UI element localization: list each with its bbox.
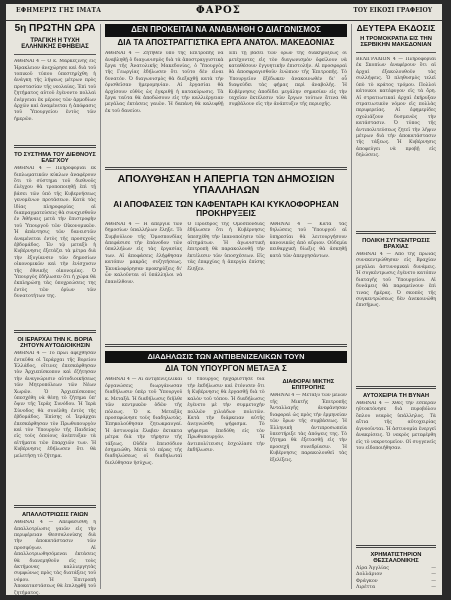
article-text: ΑΘΗΝΑΙ 4 — Τὸ πρωὶ ἀφίχθησαν ἐνταῦθα οἱ Ἱεράρχαι τῆς Βορείου Ἑλλάδος, οἵτινες ἐπεσκέφθησαν τὸν Ἀρχιεπίσκοπον καὶ ἐζήτησαν τὴν ἀναγνώρισιν αὐτοδιοικήσεως τῶν Μητροπόλεων τῶν Νέων Χωρῶν. Ὁ Ἀρχιεπίσκοπος ὑπεσχέθη νὰ θέσῃ τὸ ζήτημα ὑπ' ὄψιν τῆς Ἱερᾶς Συνόδου. Ἡ Ἱερὰ Σύνοδος θὰ συνέλθῃ ἐντὸς τῆς ἑβδομάδος. Ἐπίσης οἱ Ἱεράρχαι ἐπεσκέφθησαν τὸν Πρωθυπουργὸν καὶ τὸν Ὑπουργὸν τῆς Παιδείας εἰς τοὺς ὁποίους ἀνέπτυξαν τὰ αἰτήματα τῶν ἐπαρχιῶν των. Ἡ Κυβέρνησις ἐδήλωσεν ὅτι θὰ μελετήσῃ τὸ ζήτημα. — [14, 351, 96, 459]
column-rule — [351, 24, 352, 589]
center-bottom-articles — [105, 377, 347, 583]
article-text: ΑΘΗΝΑΙ 4 — Ἡ ἀπεργία τῶν δημοσίων ὑπαλλήλων ἔληξε. Τὸ Συμβούλιον τῆς Ὁμοσπονδίας ἀπεφάσισε τὴν ἐπάνοδον τῶν ὑπαλλήλων εἰς τὰς ἐργασίας των. Αἱ ἀποφάσεις ἐλήφθησαν κατόπιν μακρᾶς συζητήσεως. Ἐκυκλοφόρησαν προκηρύξεις δι' ὧν καλοῦνται οἱ ὑπάλληλοι νὰ ἐπανέλθουν. — [105, 221, 183, 285]
col3-headline: ΔΕΥΤΕΡΑ ΕΚΔΟΣΙΣ — [356, 23, 436, 33]
article-text: ΒΕΛΙΓΡΑΔΙΟΝ 4 — Πληροφορίαι ἐκ Σκοπίων ἀναφέρουν ὅτι αἱ ἀρχαὶ ἐξακολουθοῦν τὰς συλλήψεις. Ὁ πληθυσμὸς τελεῖ ὑπὸ τὸ κράτος τρόμου. Πολλοὶ κάτοικοι κατέφυγον εἰς τὰ ὄρη. Αἱ στρατιωτικαὶ ἀρχαὶ ἐκήρυξαν στρατιωτικὸν νόμον εἰς πολλὰς περιφερείας. Αἱ ἐφημερίδες σχολιάζουν δυσμενῶς τὴν κατάστασιν. Ὁ τύπος τῆς ἀντιπολιτεύσεως ζητεῖ τὴν λῆψιν μέτρων διὰ τὴν ἀποκατάστασιν τῆς τάξεως. Ἡ Κυβέρνησις ἀποφεύγει νὰ προβῇ εἰς δηλώσεις. — [356, 57, 436, 159]
market-row: Φράγκον — — [356, 578, 436, 584]
center-top-articles — [105, 51, 347, 163]
masthead-right: ΤΟΥ ΕΙΚΟΣΙ ΓΡΑΦΕΙΟΥ — [353, 7, 432, 14]
market-row: Δολλάριον — — [356, 572, 436, 578]
newspaper-page — [6, 4, 442, 595]
masthead-left: ΕΦΗΜΕΡΙΣ ΓΗΣ ΙΜΑΤΑ — [16, 7, 102, 14]
market-row: Λίρα Ἀγγλίας — — [356, 566, 436, 572]
col3-section4-headline: ΧΡΗΜΑΤΙΣΤΗΡΙΟΝ ΘΕΣΣΑΛΟΝΙΚΗΣ — [370, 552, 422, 565]
article-text: ΑΘΗΝΑΙ 4 — Αἱ ἀντιβενιζελικαὶ ὀργανώσεις διωργάνωσαν διαδήλωσιν ὑπὲρ τοῦ Ὑπουργοῦ κ. Μεταξᾶ. Ἡ διαδήλωσις διῆλθε τῶν κεντρικῶν ὁδῶν τῆς πόλεως. Ὁ κ. Μεταξᾶς προσεφώνησε τοὺς διαδηλωτάς. Ἐπηκολούθησαν ζητωκραυγαί. Ἡ ἀστυνομία ἔλαβεν ἐκτακτα μέτρα διὰ τὴν τήρησιν τῆς τάξεως. Οὐδὲν ἐπεισόδιον ἐσημειώθη. Μετὰ τὸ πέρας τῆς διαδηλώσεως οἱ διαδηλωταὶ διελύθησαν ἡσύχως. — [105, 377, 183, 466]
right-column — [356, 24, 436, 592]
article-text: ΑΘΗΝΑΙ 4 — Χθὲς τὴν ἑσπέραν ηὐτοκτόνησε διὰ πυροβόλου ὅπλου νεαρὸς ὑπάλληλος. Τὰ αἴτια τῆς αὐτοχειρίας ἀγνοοῦνται. Ἡ ἀστυνομία ἐνεργεῖ ἀνακρίσεις. Ὁ νεκρὸς μετεφέρθη εἰς τὸ νεκροτομεῖον. Οἱ συγγενεῖς του εἰδοποιήθησαν. — [356, 401, 436, 451]
article-text: Ὁ Ὑπουργὸς ηὐχαρίστησε διὰ τὴν ἐκδήλωσιν καὶ ἐτόνισεν ὅτι ἡ Κυβέρνησις θὰ ἐργασθῇ διὰ τὸ καλὸν τοῦ τόπου. Ἡ διαδήλωσις ἐγένετο μὲ τὴν συμμετοχὴν πολλῶν χιλιάδων πολιτῶν. Κατὰ τὴν διάρκειαν αὐτῆς ἀνεγνώσθη ψήφισμα. Τὸ ψήφισμα ἐπεδόθη εἰς τὸν Πρωθυπουργόν. Ἡ ἀντιπολίτευσις ἐσχολίασε τὴν ἐκδήλωσιν. — [187, 377, 265, 453]
center-section2-banner: ΔΙΑΔΗΛΩΣΙΣ ΤΩΝ ΑΝΤΙΒΕΝΙΖΕΛΙΚΩΝ ΤΟΥΝ — [105, 351, 347, 363]
article-text: ΑΘΗΝΑΙ 4 — Ὁ κ. Μαρκεζίνης εἰς Ἡρακλειον ἀνεχώρησε καὶ διὰ τοῦ τοπικοῦ τύπου ὑπεστηρίχθη ἡ ἀνάγκη τῆς λήψεως μέτρων πρὸς προστασίαν τῆς νεολαίας. Ἐπὶ τοῦ ζητήματος αὐτοῦ ἐγένοντο πολλαὶ ἐνέργειαι ἐκ μέρους τῶν ἁρμοδίων ἀρχῶν καὶ ἀναμένεται ἡ ἀπόφασις τοῦ Ὑπουργείου ἐντὸς τῶν ἡμερῶν. — [14, 59, 96, 122]
masthead-title: ΦΑΡΟΣ — [196, 5, 241, 16]
col1-subheadline: ΤΡΑΓΙΚΗ Η ΤΥΧΗ ΕΛΛΗΝΙΚΗΣ ΕΦΗΒΕΙΑΣ — [21, 37, 89, 50]
col1-section3-headline: ΟΙ ΙΕΡΑΡΧΑΙ ΤΗΝ Κ. ΒΟΡΙΑ ΖΗΤΟΥΝ ΑΥΤΟΔΙΟΙΚΗΣΙΝ — [17, 337, 93, 350]
column-rule — [100, 24, 101, 589]
article-text: ΑΘΗΝΑΙ 4 — Κατὰ τὰς δηλώσεις τοῦ Ὑπουργοῦ αἱ ὑπηρεσίαι θὰ λειτουργήσουν κανονικῶς ἀπὸ αὔριον. Οὐδεμία πειθαρχικὴ δίωξις θὰ ἀσκηθῇ κατὰ τῶν ἀπεργησάντων. — [269, 221, 347, 259]
center-section2-headline: ΔΙΑ ΤΟΝ ΥΠΟΥΡΓΟΝ ΜΕΤΑΞΑ Σ — [165, 364, 287, 374]
col3-section3-headline: ΑΥΤΟΧΕΙΡΙΑ ΤΗ ΒΥΝΑΗ — [362, 393, 430, 400]
center-banner-1: ΔΕΝ ΠΡΟΚΕΙΤΑΙ ΝΑ ΑΝΑΒΛΗΘΗ Ο ΔΙΑΓΩΝΙΣΜΟΣ — [105, 24, 347, 37]
col3-subheadline: Η ΤΡΟΜΟΚΡΑΤΙΑ ΕΙΣ ΤΗΝ ΣΕΡΒΙΚΗΝ ΜΑΚΕΔΟΝΙΑΝ — [360, 35, 432, 48]
article-text: ΑΘΗΝΑΙ 4 — Πληροφορίαι ἐκ διπλωματικῶν κύκλων ἀναφέρουν ὅτι τὸ σύστημα τοῦ διεθνοῦς ἐλέγχου θὰ τροποποιηθῇ ἐπὶ τῇ βάσει τῶν ὑπὸ τῆς Κυβερνήσεως γενομένων προτάσεων. Κατὰ τὰς ἰδίας πληροφορίας αἱ διαπραγματεύσεις θὰ συνεχισθοῦν ἐν Ἀθήναις μετὰ τὴν ἐπιστροφὴν τοῦ Ὑπουργοῦ τῶν Οἰκονομικῶν. Ἡ ἀπάντησις τῶν δανειστῶν ἀναμένεται ἐντὸς τῆς προσεχοῦς ἑβδομάδος. Ἐν τῷ μεταξὺ ἡ Κυβέρνησις ἐξετάζει τὰ μέτρα διὰ τὴν ἐξυγίανσιν τῶν δημοσίων οἰκονομικῶν καὶ τὴν ἐνίσχυσιν τῆς ἐθνικῆς οἰκονομίας. Ὁ Ὑπουργὸς ἐδήλωσεν ὅτι ἡ χώρα θὰ ἐκπληρώσῃ τὰς ὑποχρεώσεις της ἐντὸς τῶν ὁρίων τῶν δυνατοτήτων της. — [14, 166, 96, 300]
center-big-headline-1: ΑΠΟΛΥΘΗΣΑΝ Η ΑΠΕΡΓΙΑ ΤΩΝ ΔΗΜΟΣΙΩΝ ΥΠΑΛΛΗΛΩΝ — [117, 173, 335, 197]
center-mid-articles — [105, 222, 347, 340]
center-right-subcolumn — [270, 377, 347, 583]
col1-section2-headline: ΤΟ ΣΥΣΤΗΜΑ ΤΟΥ ΔΙΕΘΝΟΥΣ ΕΛΕΓΧΟΥ — [14, 152, 96, 165]
article-text: ΑΘΗΝΑΙ 4 — Ζητηθὲν ὑπὸ τῆς Ἐπιτροπῆς νὰ ἀναβληθῇ ὁ διαγωνισμὸς διὰ τὰ ἀποστραγγιστικὰ ἔργα τῆς Ἀνατολικῆς Μακεδονίας, ὁ Ὑπουργὸς τῆς Γεωργίας ἐδήλωσεν ὅτι τοῦτο δὲν εἶναι δυνατόν. Ὁ διαγωνισμὸς θὰ διεξαχθῇ κατὰ τὴν ὁρισθεῖσαν ἡμερομηνίαν. Αἱ ἐργασίαι θὰ ἀρχίσουν εὐθὺς ὡς ἐγκριθῇ ἡ κατακύρωσις. Τὰ ἔργα ταῦτα θὰ ἀποδώσουν εἰς τὴν καλλιέργειαν μεγάλας ἐκτάσεις γαιῶν. Ἡ δαπάνη θὰ καλυφθῇ ἐκ τοῦ δανείου. — [105, 51, 224, 114]
left-column — [14, 24, 96, 595]
market-row: Λιρέττα — — [356, 585, 436, 591]
center-column — [105, 24, 347, 583]
article-text: Ἐπὶ τῇ βάσει τῶν ὅρων τῆς διακηρύξεως οἱ μετέχοντες εἰς τὸν διαγωνισμὸν ὀφείλουν νὰ καταθέσουν ἐγγυητικὴν ἐπιστολήν. Αἱ προσφοραὶ θὰ ἀποσφραγισθοῦν ἐνώπιον τῆς Ἐπιτροπῆς. Τὸ Ὑπουργεῖον ἐξέδωκεν ἀνακοινωθὲν δι' οὗ διαψεύδει τὰς φήμας περὶ ἀναβολῆς. Ἡ Κυβέρνησις ἀποδίδει μεγάλην σημασίαν εἰς τὴν ταχεῖαν ἐκτέλεσιν τῶν ἔργων τούτων ἅτινα θὰ συμβάλουν εἰς τὴν ἀνάπτυξιν τῆς περιοχῆς. — [228, 51, 347, 108]
col1-section4-headline: ΑΠΑΛΛΟΤΡΙΩΣΙΣ ΓΑΙΩΝ — [22, 512, 88, 519]
col3-section2-headline: ΠΟΛΙΚΗ ΣΥΓΚΕΝΤΡΩΣΙΣ ΒΡΑΧΙΑΣ — [362, 238, 430, 251]
center-mixed-headline: ΔΙΑΦΟΡΑΙ ΜΙΚΤΗΣ ΕΠΙΤΡΟΠΗΣ — [282, 379, 335, 392]
article-text: ΑΘΗΝΑΙ 4 — Μεταξὺ τῶν μελῶν τῆς Μικτῆς Ἐπιτροπῆς Ἀνταλλαγῆς ἀνεφάνησαν διαφοραὶ ὡς πρὸς τὴν ἑρμηνείαν τῶν ὅρων τῆς συμβάσεως. Ἡ Ἑλληνικὴ ἀντιπροσωπεία ὑπεστήριξε τὰς ἀπόψεις της. Τὸ ζήτημα θὰ ἐξετασθῇ εἰς τὴν προσεχῆ συνεδρίασιν. Ἡ Κυβέρνησις παρακολουθεῖ τὰς ἐξελίξεις. — [269, 393, 347, 463]
masthead — [6, 4, 442, 21]
article-text: ΑΘΗΝΑΙ 4 — Ἀπὸ τῆς πρωίας συνεκεντρώθησαν εἰς Βραχίαν μεγάλαι ἀστυνομικαὶ δυνάμεις. Ἡ συγκέντρωσις ἐγένετο κατόπιν διαταγῆς τοῦ Ὑπουργείου. Αἱ δυνάμεις θὰ παραμείνουν ἐπὶ τινας ἡμέρας. Ὁ σκοπὸς τῆς συγκεντρώσεως δὲν ἀνεκοινώθη ἐπισήμως. — [356, 252, 436, 309]
center-big-headline-2: ΑΙ ΑΠΟΦΑΣΕΙΣ ΤΩΝ ΚΑΦΕΝΤΑΡΗ ΚΑΙ ΚΥΚΛΟΦΟΡΗΣΑΝ ΠΡΟΚΗΡΥΞΕΙΣ — [113, 199, 339, 219]
center-banner-2: ΔΙΑ ΤΑ ΑΠΟΣΤΡΑΓΓΙΣΤΙΚΑ ΕΡΓΑ ΑΝΑΤΟΛ. ΜΑΚΕΔΟΝΙΑΣ — [117, 37, 335, 47]
article-text: ΑΘΗΝΑΙ 4 — Ἀπεφασίσθη ἡ ἀπαλλοτρίωσις γαιῶν εἰς τὴν περιφέρειαν Θεσσαλονίκης διὰ τὴν ἀποκατάστασιν τῶν προσφύγων. Αἱ ἀπαλλοτριωθησόμεναι ἐκτάσεις θὰ διανεμηθοῦν εἰς τοὺς ἀκτήμονας καλλιεργητὰς συμφώνως πρὸς τὰς διατάξεις τοῦ νόμου. Ἡ Ἐπιτροπὴ Ἀποκαταστάσεως θὰ ἐπιληφθῇ τοῦ ζητήματος. — [14, 520, 96, 595]
article-text: Ὁ Πρόεδρος τῆς Ὁμοσπονδίας ἐδήλωσεν ὅτι ἡ Κυβέρνησις ὑπεσχέθη τὴν ἱκανοποίησιν τῶν αἰτημάτων. Ἡ ἀγωνιστικὴ ἐπιτροπὴ θὰ παρακολουθῇ τὴν ἐκτέλεσιν τῶν ὑποσχέσεων. Εἰς τὰς ἐπαρχίας ἡ ἀπεργία ἐπίσης ἔληξεν. — [187, 221, 265, 272]
col1-headline: 5η ΠΡΩΤΗΝ ΩΡΑ — [14, 23, 96, 34]
